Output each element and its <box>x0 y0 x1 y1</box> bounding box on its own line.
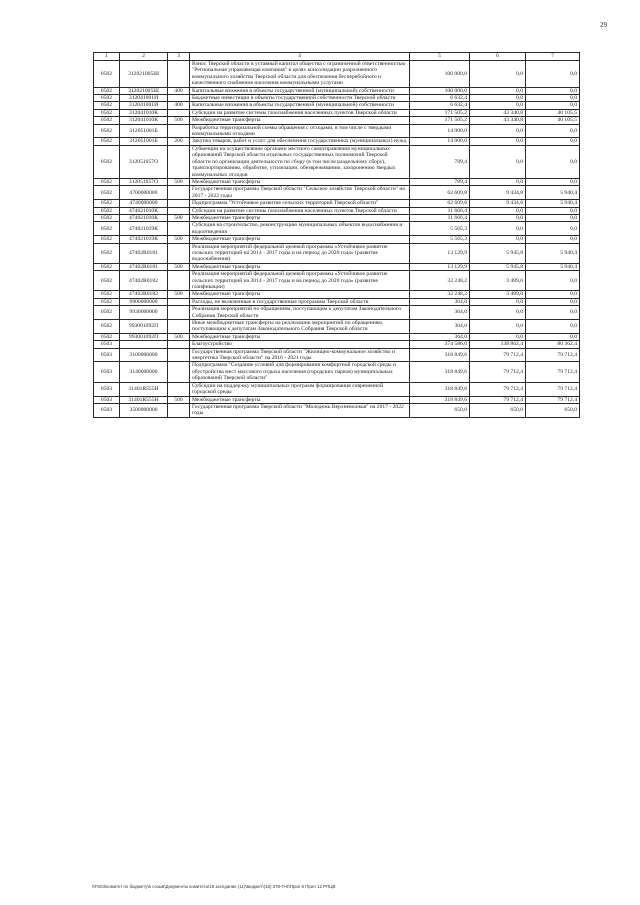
description-cell: Субсидии на развитие системы газоснабжения населенных пунктов Тверской области <box>190 109 410 116</box>
section-code-cell: 0502 <box>94 124 120 138</box>
amount-year3-cell: 0,0 <box>526 291 580 298</box>
target-article-cell: 993001092П <box>120 333 168 340</box>
amount-year1-cell: 14 000,0 <box>410 124 470 138</box>
table-row <box>94 124 580 138</box>
amount-year1-cell: 100 000,0 <box>410 87 470 94</box>
section-code-cell: 0502 <box>94 145 120 178</box>
amount-year1-cell: 6 632,4 <box>410 95 470 102</box>
amount-year3-cell: 0,0 <box>526 222 580 236</box>
header-cell: 5 <box>410 53 470 61</box>
target-article-cell: 993001092П <box>120 320 168 334</box>
expense-type-cell <box>168 271 190 291</box>
target-article-cell: 312051057О <box>120 145 168 178</box>
description-cell: Межбюджетные трансферты <box>190 333 410 340</box>
target-article-cell: 474021010К <box>120 214 168 221</box>
section-code-cell: 0502 <box>94 109 120 116</box>
target-article-cell: 4740000000 <box>120 200 168 207</box>
section-code-cell: 0502 <box>94 207 120 214</box>
table-row <box>94 186 580 200</box>
amount-year2-cell: 5 945,8 <box>470 263 526 270</box>
description-cell: Взнос Тверской области в уставный капитал общества с ограниченной ответственностью "Региональная управляющая компания" в целях консолидации разрозненного коммунального хозяйства Тверской области для обеспечения бесперебойного и качественного снабжения населения коммунальными услугами <box>190 61 410 88</box>
amount-year1-cell: 318 849,6 <box>410 382 470 396</box>
table-row <box>94 87 580 94</box>
target-article-cell: 31401R555Н <box>120 382 168 396</box>
section-code-cell: 0503 <box>94 341 120 348</box>
description-cell: Межбюджетные трансферты <box>190 214 410 221</box>
amount-year3-cell: 5 940,4 <box>526 186 580 200</box>
amount-year3-cell: 79 712,4 <box>526 362 580 382</box>
target-article-cell: 47402R0181 <box>120 243 168 263</box>
description-cell: Капитальные вложения в объекты государственной (муниципальной) собственности <box>190 102 410 109</box>
description-cell: Государственная программа Тверской области "Жилищно-коммунальное хозяйство и энергетика Тверской области" на 2016 - 2021 годы <box>190 348 410 362</box>
amount-year3-cell: 0,0 <box>526 61 580 88</box>
table-row <box>94 382 580 396</box>
amount-year2-cell: 0,0 <box>470 95 526 102</box>
amount-year2-cell: 9 434,8 <box>470 200 526 207</box>
amount-year3-cell: 79 712,4 <box>526 348 580 362</box>
description-cell: Подпрограмма "Устойчивое развитие сельских территорий Тверской области" <box>190 200 410 207</box>
amount-year2-cell: 3 489,0 <box>470 271 526 291</box>
target-article-cell: 474021010К <box>120 207 168 214</box>
expense-type-cell <box>168 61 190 88</box>
section-code-cell: 0502 <box>94 291 120 298</box>
expense-type-cell <box>168 222 190 236</box>
target-article-cell: 3500000000 <box>120 403 168 417</box>
section-code-cell: 0502 <box>94 222 120 236</box>
amount-year3-cell: 0,0 <box>526 236 580 243</box>
expense-type-cell <box>168 320 190 334</box>
table-row <box>94 396 580 403</box>
target-article-cell: 474021019К <box>120 236 168 243</box>
section-code-cell: 0502 <box>94 263 120 270</box>
section-code-cell: 0502 <box>94 178 120 185</box>
table-row <box>94 333 580 340</box>
amount-year3-cell: 5 940,4 <box>526 243 580 263</box>
header-cell: 1 <box>94 53 120 61</box>
amount-year2-cell: 0,0 <box>470 87 526 94</box>
amount-year2-cell: 79 712,4 <box>470 362 526 382</box>
description-cell: Закупка товаров, работ и услуг для обеспечения государственных (муниципальных) нужд <box>190 138 410 145</box>
section-code-cell: 0503 <box>94 348 120 362</box>
description-cell: Капитальные вложения в объекты государственной (муниципальной) собственности <box>190 87 410 94</box>
target-article-cell: 47402R0182 <box>120 271 168 291</box>
target-article-cell: 9900000000 <box>120 298 168 305</box>
section-code-cell: 0503 <box>94 396 120 403</box>
target-article-cell: 312041010К <box>120 109 168 116</box>
expense-type-cell <box>168 109 190 116</box>
description-cell: Государственная программа Тверской области "Молодежь Верхневолжья" на 2017 - 2022 годы <box>190 403 410 417</box>
target-article-cell: 3100000000 <box>120 348 168 362</box>
expense-type-cell <box>168 207 190 214</box>
expense-type-cell <box>168 348 190 362</box>
section-code-cell: 0502 <box>94 117 120 124</box>
header-cell: 6 <box>470 53 526 61</box>
amount-year3-cell: 0,0 <box>526 124 580 138</box>
amount-year1-cell: 318 849,6 <box>410 348 470 362</box>
expense-type-cell: 500 <box>168 178 190 185</box>
amount-year2-cell: 0,0 <box>470 145 526 178</box>
amount-year2-cell: 79 712,4 <box>470 396 526 403</box>
amount-year2-cell: 0,0 <box>470 306 526 320</box>
amount-year3-cell: 0,0 <box>526 214 580 221</box>
section-code-cell: 0502 <box>94 243 120 263</box>
expense-type-cell <box>168 243 190 263</box>
section-code-cell: 0502 <box>94 236 120 243</box>
amount-year1-cell: 11 666,4 <box>410 214 470 221</box>
amount-year3-cell: 0,0 <box>526 207 580 214</box>
header-cell: 2 <box>120 53 168 61</box>
amount-year3-cell: 0,0 <box>526 271 580 291</box>
description-cell: Межбюджетные трансферты <box>190 178 410 185</box>
table-header-row <box>94 53 580 61</box>
description-cell: Расходы, не включенные в государственные программы Тверской области <box>190 298 410 305</box>
expense-type-cell <box>168 382 190 396</box>
amount-year3-cell: 0,0 <box>526 102 580 109</box>
description-cell: Реализация мероприятий по обращениям, поступающим к депутатам Законодательного Собрания Тверской области <box>190 306 410 320</box>
table-row <box>94 263 580 270</box>
amount-year3-cell: 0,0 <box>526 298 580 305</box>
amount-year2-cell: 43 340,8 <box>470 117 526 124</box>
target-article-cell: 312021005Ш <box>120 61 168 88</box>
target-article-cell: 31401R555Н <box>120 396 168 403</box>
amount-year3-cell: 0,0 <box>526 306 580 320</box>
table-row <box>94 236 580 243</box>
amount-year1-cell: 62 609,8 <box>410 200 470 207</box>
description-cell: Реализация мероприятий федеральной целевой программы «Устойчивое развитие сельских территорий на 2014 - 2017 годы и на период до 2020 года» (развитие водоснабжения) <box>190 243 410 263</box>
amount-year1-cell: 100 000,0 <box>410 61 470 88</box>
target-article-cell: 312021005Ш <box>120 87 168 94</box>
amount-year1-cell: 171 505,2 <box>410 117 470 124</box>
amount-year2-cell: 43 340,8 <box>470 109 526 116</box>
amount-year2-cell: 0,0 <box>470 222 526 236</box>
amount-year3-cell: 80 362,4 <box>526 341 580 348</box>
amount-year1-cell: 789,4 <box>410 178 470 185</box>
target-article-cell: 9930000000 <box>120 306 168 320</box>
amount-year2-cell: 0,0 <box>470 61 526 88</box>
table-row <box>94 214 580 221</box>
expense-type-cell: 500 <box>168 214 190 221</box>
table-row <box>94 207 580 214</box>
target-article-cell: 312051057О <box>120 178 168 185</box>
amount-year3-cell: 40 105,5 <box>526 109 580 116</box>
amount-year2-cell: 0,0 <box>470 298 526 305</box>
amount-year2-cell: 0,0 <box>470 214 526 221</box>
section-code-cell: 0502 <box>94 214 120 221</box>
description-cell: Субсидии на развитие системы газоснабжения населенных пунктов Тверской области <box>190 207 410 214</box>
amount-year3-cell: 650,0 <box>526 403 580 417</box>
amount-year2-cell: 0,0 <box>470 124 526 138</box>
amount-year2-cell: 0,0 <box>470 333 526 340</box>
target-article-cell <box>120 341 168 348</box>
expense-type-cell: 500 <box>168 333 190 340</box>
section-code-cell: 0502 <box>94 102 120 109</box>
amount-year2-cell: 138 862,4 <box>470 341 526 348</box>
expense-type-cell <box>168 403 190 417</box>
description-cell: Субсидии на поддержку муниципальных программ формирования современной городской среды <box>190 382 410 396</box>
expense-type-cell: 500 <box>168 263 190 270</box>
target-article-cell: 312041001И <box>120 95 168 102</box>
table-row <box>94 298 580 305</box>
description-cell: Межбюджетные трансферты <box>190 396 410 403</box>
expense-type-cell <box>168 200 190 207</box>
table-row <box>94 306 580 320</box>
amount-year1-cell: 14 000,0 <box>410 138 470 145</box>
budget-table <box>93 52 580 418</box>
amount-year3-cell: 0,0 <box>526 138 580 145</box>
expense-type-cell: 500 <box>168 291 190 298</box>
table-row <box>94 341 580 348</box>
table-row <box>94 95 580 102</box>
table-row <box>94 291 580 298</box>
expense-type-cell <box>168 362 190 382</box>
table-row <box>94 102 580 109</box>
expense-type-cell: 500 <box>168 236 190 243</box>
section-code-cell: 0502 <box>94 186 120 200</box>
section-code-cell: 0502 <box>94 200 120 207</box>
table-row <box>94 271 580 291</box>
amount-year1-cell: 364,0 <box>410 320 470 334</box>
expense-type-cell <box>168 186 190 200</box>
section-code-cell: 0502 <box>94 138 120 145</box>
amount-year2-cell: 0,0 <box>470 320 526 334</box>
section-code-cell: 0502 <box>94 87 120 94</box>
expense-type-cell: 500 <box>168 396 190 403</box>
description-cell: Государственная программа Тверской области "Сельское хозяйство Тверской области" на 2017 - 2022 годы <box>190 186 410 200</box>
amount-year2-cell: 0,0 <box>470 178 526 185</box>
expense-type-cell <box>168 306 190 320</box>
section-code-cell: 0502 <box>94 61 120 88</box>
description-cell: Реализация мероприятий федеральной целевой программы «Устойчивое развитие сельских территорий на 2014 - 2017 годы и на период до 2020 года» (развитие газификации) <box>190 271 410 291</box>
description-cell: Субсидия на строительство, реконструкцию муниципальных объектов водоснабжения и водоотведения <box>190 222 410 236</box>
section-code-cell: 0502 <box>94 306 120 320</box>
expense-type-cell: 500 <box>168 117 190 124</box>
amount-year2-cell: 0,0 <box>470 236 526 243</box>
target-article-cell: 312051001Б <box>120 124 168 138</box>
amount-year1-cell: 5 565,3 <box>410 236 470 243</box>
amount-year3-cell: 79 712,4 <box>526 396 580 403</box>
table-row <box>94 320 580 334</box>
description-cell: Субвенции на осуществление органами местного самоуправления муниципальных образований Тверской области отдельных государственных полномочий Тверской области по организации деятельности по сбору (в том числе раздельному сбору), транспортированию, обработке, утилизации, обезвреживанию, захоронению твердых коммунальных отходов <box>190 145 410 178</box>
amount-year2-cell: 9 434,8 <box>470 186 526 200</box>
amount-year1-cell: 6 632,4 <box>410 102 470 109</box>
amount-year2-cell: 3 489,0 <box>470 291 526 298</box>
amount-year2-cell: 79 712,4 <box>470 348 526 362</box>
amount-year1-cell: 171 505,2 <box>410 109 470 116</box>
table-row <box>94 403 580 417</box>
expense-type-cell <box>168 124 190 138</box>
amount-year3-cell: 5 940,4 <box>526 263 580 270</box>
description-cell: Межбюджетные трансферты <box>190 236 410 243</box>
amount-year2-cell: 0,0 <box>470 207 526 214</box>
table-row <box>94 117 580 124</box>
amount-year3-cell: 0,0 <box>526 320 580 334</box>
table-row <box>94 348 580 362</box>
amount-year2-cell: 650,0 <box>470 403 526 417</box>
table-row <box>94 362 580 382</box>
amount-year2-cell: 0,0 <box>470 102 526 109</box>
amount-year3-cell: 0,0 <box>526 95 580 102</box>
expense-type-cell <box>168 298 190 305</box>
amount-year3-cell: 5 940,4 <box>526 200 580 207</box>
description-cell: Межбюджетные трансферты <box>190 291 410 298</box>
expense-type-cell <box>168 95 190 102</box>
amount-year3-cell: 40 105,5 <box>526 117 580 124</box>
expense-type-cell: 400 <box>168 102 190 109</box>
amount-year1-cell: 13 129,9 <box>410 243 470 263</box>
amount-year1-cell: 13 129,9 <box>410 263 470 270</box>
amount-year1-cell: 318 849,6 <box>410 396 470 403</box>
target-article-cell: 3140000000 <box>120 362 168 382</box>
section-code-cell: 0502 <box>94 298 120 305</box>
amount-year1-cell: 5 565,3 <box>410 222 470 236</box>
table-row <box>94 243 580 263</box>
amount-year1-cell: 364,0 <box>410 306 470 320</box>
amount-year1-cell: 374 586,0 <box>410 341 470 348</box>
amount-year2-cell: 5 945,8 <box>470 243 526 263</box>
amount-year2-cell: 79 712,4 <box>470 382 526 396</box>
target-article-cell: 312041001И <box>120 102 168 109</box>
file-path-footer: \\FS03\комитет по бюджету\6 созыв\Документы комитета\18 заседание (11)\Бюджет\(18) 378-П-6\Прил 8 Прил 12 РПЦВ <box>92 884 336 889</box>
header-cell: 3 <box>168 53 190 61</box>
amount-year2-cell: 0,0 <box>470 138 526 145</box>
amount-year3-cell: 0,0 <box>526 178 580 185</box>
section-code-cell: 0502 <box>94 95 120 102</box>
description-cell: Бюджетные инвестиции в объекты государственной собственности Тверской области <box>190 95 410 102</box>
section-code-cell: 0503 <box>94 403 120 417</box>
target-article-cell: 47402R0182 <box>120 291 168 298</box>
target-article-cell: 474021019К <box>120 222 168 236</box>
amount-year1-cell: 789,4 <box>410 145 470 178</box>
description-cell: Иные межбюджетные трансферты на реализацию мероприятий по обращениям, поступающим к депутатам Законодательного Собрания Тверской области <box>190 320 410 334</box>
header-cell: 7 <box>526 53 580 61</box>
expense-type-cell: 400 <box>168 87 190 94</box>
description-cell: Разработка территориальной схемы обращения с отходами, в том числе с твердыми коммунальными отходами <box>190 124 410 138</box>
amount-year1-cell: 364,0 <box>410 298 470 305</box>
target-article-cell: 47402R0181 <box>120 263 168 270</box>
target-article-cell: 312051001Б <box>120 138 168 145</box>
table-row <box>94 222 580 236</box>
section-code-cell: 0502 <box>94 320 120 334</box>
amount-year3-cell: 0,0 <box>526 87 580 94</box>
amount-year3-cell: 79 712,4 <box>526 382 580 396</box>
table-row <box>94 109 580 116</box>
table-row <box>94 178 580 185</box>
section-code-cell: 0502 <box>94 333 120 340</box>
amount-year1-cell: 11 666,4 <box>410 207 470 214</box>
table-row <box>94 61 580 88</box>
target-article-cell: 312041010К <box>120 117 168 124</box>
expense-type-cell <box>168 145 190 178</box>
table-row <box>94 138 580 145</box>
section-code-cell: 0502 <box>94 271 120 291</box>
description-cell: Благоустройство <box>190 341 410 348</box>
table-row <box>94 145 580 178</box>
target-article-cell: 4700000000 <box>120 186 168 200</box>
page-number: 29 <box>600 21 607 29</box>
table-row <box>94 200 580 207</box>
description-cell: Межбюджетные трансферты <box>190 263 410 270</box>
amount-year1-cell: 318 849,6 <box>410 362 470 382</box>
description-cell: Межбюджетные трансферты <box>190 117 410 124</box>
amount-year3-cell: 0,0 <box>526 333 580 340</box>
expense-type-cell: 200 <box>168 138 190 145</box>
amount-year1-cell: 32 248,2 <box>410 271 470 291</box>
section-code-cell: 0503 <box>94 362 120 382</box>
section-code-cell: 0503 <box>94 382 120 396</box>
amount-year1-cell: 32 248,2 <box>410 291 470 298</box>
amount-year3-cell: 0,0 <box>526 145 580 178</box>
header-cell: 4 <box>190 53 410 61</box>
description-cell: Подпрограмма "Создание условий для формирования комфортной городской среды и обустройства мест массового отдыха населения (городских парков) муниципальных образований Тверской области" <box>190 362 410 382</box>
amount-year1-cell: 650,0 <box>410 403 470 417</box>
amount-year1-cell: 62 609,8 <box>410 186 470 200</box>
amount-year1-cell: 364,0 <box>410 333 470 340</box>
expense-type-cell <box>168 341 190 348</box>
